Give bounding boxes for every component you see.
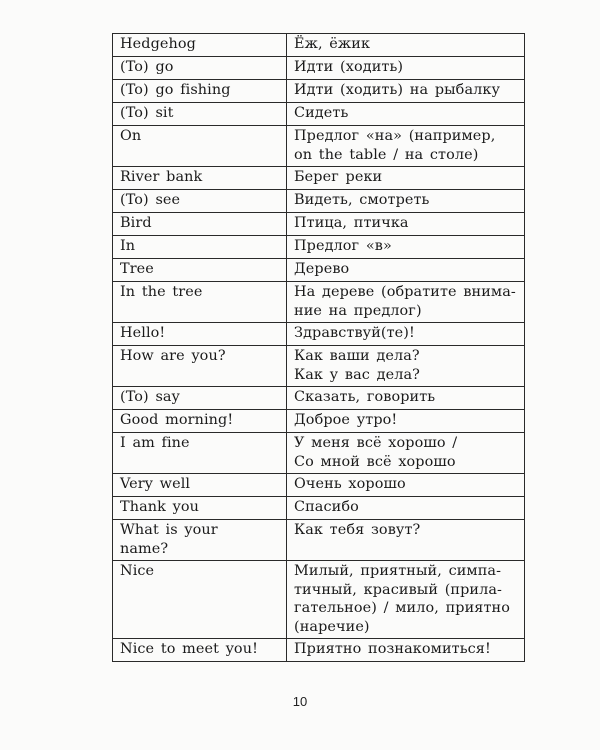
russian-translation-line: Приятно познакомиться!: [294, 641, 491, 657]
russian-translation: [287, 497, 525, 520]
vocab-row: [113, 639, 525, 662]
english-term: [113, 34, 287, 57]
english-term-line: Thank you: [120, 499, 199, 515]
english-term-line: Tree: [120, 261, 154, 277]
english-term: [113, 57, 287, 80]
russian-translation-line: На дереве (обратите внима-: [294, 284, 516, 300]
russian-translation: [287, 346, 525, 387]
russian-translation: [287, 520, 525, 561]
russian-translation-line: Как тебя зовут?: [294, 522, 421, 538]
vocab-row: [113, 34, 525, 57]
english-term: [113, 520, 287, 561]
english-term: [113, 474, 287, 497]
russian-translation-line: Как у вас дела?: [294, 366, 420, 383]
russian-translation-line: Здравствуй(те)!: [294, 325, 415, 341]
vocab-row: [113, 387, 525, 410]
english-term-line: (To) sit: [120, 105, 174, 121]
russian-translation-line: Дерево: [294, 261, 350, 277]
english-term: [113, 410, 287, 433]
russian-translation-line: тичный, красивый (прила-: [294, 581, 503, 598]
english-term: [113, 236, 287, 259]
russian-translation: [287, 213, 525, 236]
vocab-row: [113, 520, 525, 561]
russian-translation: [287, 259, 525, 282]
english-term-line: River bank: [120, 169, 203, 185]
russian-translation-line: Доброе утро!: [294, 412, 398, 428]
vocab-row: [113, 410, 525, 433]
english-term-line: Good morning!: [120, 412, 234, 428]
russian-translation-line: Ёж, ёжик: [294, 36, 371, 52]
english-term-line: (To) go fishing: [120, 82, 231, 98]
english-term: [113, 126, 287, 167]
english-term: [113, 167, 287, 190]
russian-translation: [287, 34, 525, 57]
english-term-line: (To) go: [120, 59, 174, 75]
russian-translation-line: Предлог «в»: [294, 238, 392, 254]
english-term: [113, 103, 287, 126]
vocab-row: [113, 190, 525, 213]
english-term-line: I am fine: [120, 435, 190, 451]
vocab-row: [113, 561, 525, 639]
vocab-row: [113, 80, 525, 103]
vocab-row: [113, 346, 525, 387]
english-term: [113, 213, 287, 236]
english-term: [113, 80, 287, 103]
russian-translation: [287, 639, 525, 662]
vocab-row: [113, 103, 525, 126]
english-term-line: Hedgehog: [120, 36, 196, 52]
english-term-line: In: [120, 238, 136, 254]
english-term-line: name?: [120, 540, 169, 557]
russian-translation-line: (наречие): [294, 618, 370, 635]
english-term-line: How are you?: [120, 348, 226, 364]
english-term-line: Hello!: [120, 325, 166, 341]
russian-translation-line: Идти (ходить) на рыбалку: [294, 82, 501, 98]
english-term: [113, 282, 287, 323]
english-term: [113, 561, 287, 639]
vocab-row: [113, 57, 525, 80]
english-term: [113, 259, 287, 282]
russian-translation-line: on the table / на столе): [294, 146, 479, 163]
vocab-row: [113, 282, 525, 323]
russian-translation-line: ние на предлог): [294, 302, 422, 319]
english-term-line: (To) say: [120, 389, 180, 405]
russian-translation-line: Очень хорошо: [294, 476, 406, 492]
vocab-row: [113, 497, 525, 520]
russian-translation-line: Видеть, смотреть: [294, 192, 430, 208]
russian-translation-line: Берег реки: [294, 169, 383, 185]
vocabulary-table: [112, 33, 525, 662]
english-term-line: Very well: [120, 476, 191, 492]
russian-translation: [287, 410, 525, 433]
english-term-line: Bird: [120, 215, 152, 231]
russian-translation-line: Предлог «на» (например,: [294, 128, 496, 144]
russian-translation: [287, 57, 525, 80]
english-term-line: Nice: [120, 563, 155, 579]
russian-translation: [287, 236, 525, 259]
russian-translation-line: Сидеть: [294, 105, 349, 121]
english-term: [113, 387, 287, 410]
russian-translation-line: У меня всё хорошо /: [294, 435, 458, 451]
russian-translation: [287, 282, 525, 323]
vocab-row: [113, 236, 525, 259]
english-term: [113, 346, 287, 387]
vocab-row: [113, 259, 525, 282]
page-number: 10: [292, 694, 308, 709]
russian-translation-line: Идти (ходить): [294, 59, 404, 75]
english-term-line: On: [120, 128, 142, 144]
russian-translation: [287, 167, 525, 190]
vocab-row: [113, 323, 525, 346]
russian-translation: [287, 126, 525, 167]
english-term: [113, 323, 287, 346]
russian-translation: [287, 433, 525, 474]
english-term-line: (To) see: [120, 192, 181, 208]
russian-translation: [287, 80, 525, 103]
vocab-row: [113, 167, 525, 190]
english-term-line: What is your: [120, 522, 218, 538]
vocab-row: [113, 126, 525, 167]
russian-translation: [287, 323, 525, 346]
russian-translation-line: Как ваши дела?: [294, 348, 420, 364]
english-term-line: In the tree: [120, 284, 203, 300]
russian-translation-line: Со мной всё хорошо: [294, 453, 456, 470]
russian-translation: [287, 474, 525, 497]
vocab-row: [113, 433, 525, 474]
russian-translation-line: Сказать, говорить: [294, 389, 436, 405]
russian-translation-line: Спасибо: [294, 499, 359, 515]
russian-translation: [287, 190, 525, 213]
russian-translation-line: гательное) / мило, приятно: [294, 600, 510, 616]
english-term: [113, 497, 287, 520]
russian-translation-line: Милый, приятный, симпа-: [294, 563, 502, 579]
english-term: [113, 639, 287, 662]
english-term: [113, 190, 287, 213]
vocab-row: [113, 474, 525, 497]
russian-translation-line: Птица, птичка: [294, 215, 409, 231]
english-term-line: Nice to meet you!: [120, 641, 258, 657]
english-term: [113, 433, 287, 474]
russian-translation: [287, 103, 525, 126]
russian-translation: [287, 387, 525, 410]
russian-translation: [287, 561, 525, 639]
vocabulary-table-body: [113, 34, 525, 662]
vocab-row: [113, 213, 525, 236]
